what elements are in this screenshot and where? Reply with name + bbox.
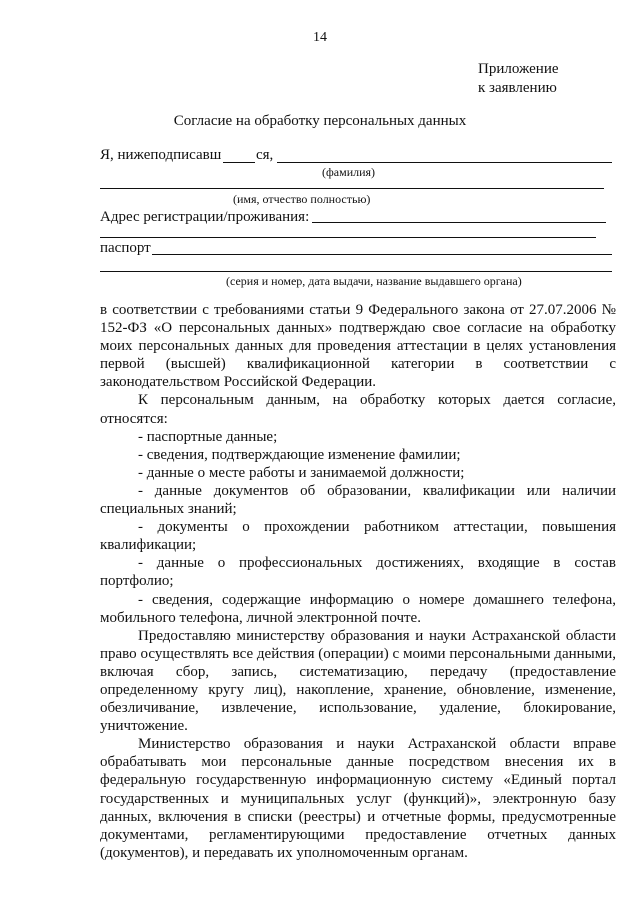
list-item: - паспортные данные; <box>138 428 278 445</box>
appendix-line-1: Приложение <box>478 61 559 77</box>
passport-blank[interactable] <box>152 254 612 255</box>
actions-paragraph: Предоставляю министерству образования и науки Астраханской области право осуществлять все действия (операции) с моими персональными данными, включая сбор, запись, систематизацию, передачу (предоставление определенному кругу лиц), накопление, хранение, обновление, изменение, обезличивание, извлечение, использование, удаление, блокирование, уничтожение. <box>100 627 616 735</box>
passport-label: паспорт <box>100 240 151 256</box>
list-item: - данные о месте работы и занимаемой должности; <box>138 464 465 481</box>
surname-blank[interactable] <box>277 162 612 163</box>
passport-blank-2[interactable] <box>100 271 612 272</box>
document-title: Согласие на обработку персональных данных <box>173 113 467 129</box>
name-caption: (имя, отчество полностью) <box>233 192 371 206</box>
address-blank-2[interactable] <box>100 237 596 238</box>
gender-ending-blank[interactable] <box>223 162 255 163</box>
list-intro: К персональным данным, на обработку которых дается согласие, относятся: <box>100 392 616 427</box>
address-label: Адрес регистрации/проживания: <box>100 209 310 225</box>
appendix-note <box>478 60 559 98</box>
name-blank[interactable] <box>100 188 604 189</box>
ministry-paragraph: Министерство образования и науки Астраханской области вправе обрабатывать мои персональные данные посредством внесения их в федеральную государственную информационную систему «Единый портал государственных и муниципальных услуг (функций)», электронную базу данных, включения в списки (реестры) и отчетные формы, предусмотренные документами, регламентирующими предоставление отчетных данных (документов), и передавать их уполномоченным органам. <box>100 736 616 861</box>
list-item: - документы о прохождении работником аттестации, повышения квалификации; <box>100 519 616 554</box>
consent-body <box>100 301 616 862</box>
surname-caption: (фамилия) <box>322 165 376 179</box>
list-item: - сведения, подтверждающие изменение фамилии; <box>138 446 461 463</box>
passport-caption: (серия и номер, дата выдачи, название выдавшего органа) <box>226 274 522 288</box>
list-item: - данные документов об образовании, квалификации или наличии специальных знаний; <box>100 482 616 518</box>
appendix-line-2: к заявлению <box>478 80 557 96</box>
address-blank[interactable] <box>312 222 606 223</box>
undersigned-prefix: Я, нижеподписавш <box>100 147 222 163</box>
page-number: 14 <box>313 30 327 45</box>
undersigned-suffix: ся, <box>256 147 274 163</box>
list-item: - данные о профессиональных достижениях, входящие в состав портфолио; <box>100 555 616 590</box>
list-item: - сведения, содержащие информацию о номере домашнего телефона, мобильного телефона, личной электронной почте. <box>100 591 616 626</box>
intro-paragraph: в соответствии с требованиями статьи 9 Федерального закона от 27.07.2006 № 152-ФЗ «О персональных данных» подтверждаю свое согласие на обработку моих персональных данных для проведения аттестации в целях установления первой (высшей) квалификационной категории в соответствии с законодательством Российской Федерации. <box>100 302 616 391</box>
